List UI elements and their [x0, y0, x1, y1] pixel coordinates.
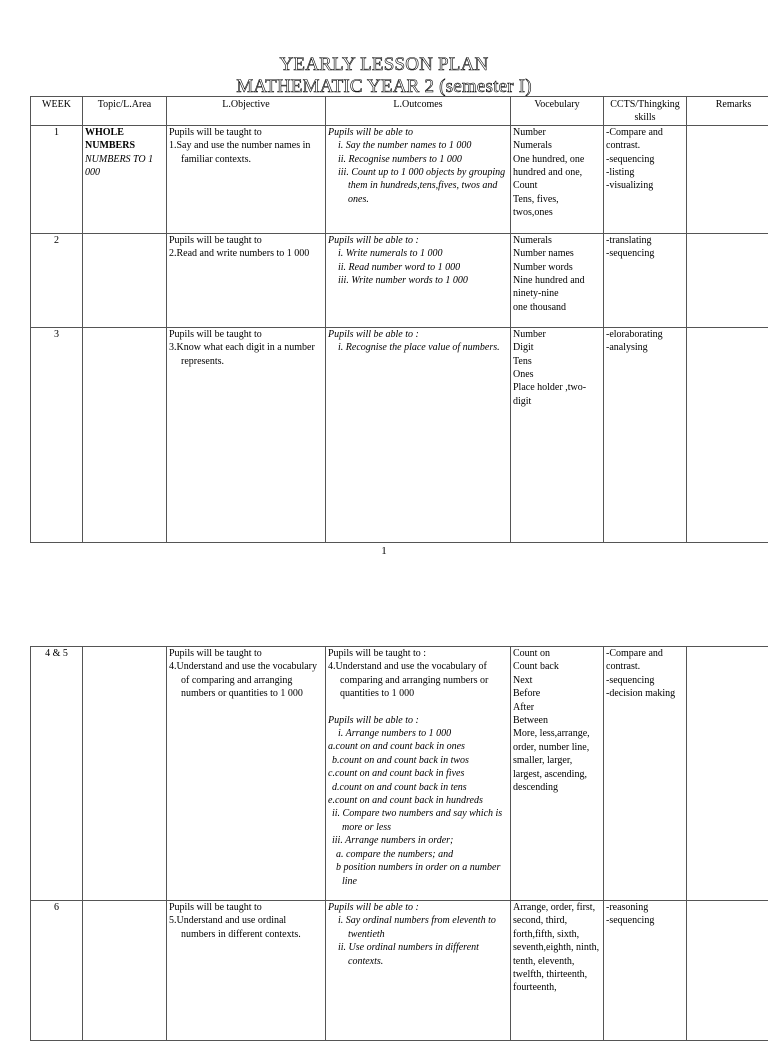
- outcomes-cell: [326, 327, 511, 542]
- skill-item: -visualizing: [606, 179, 684, 192]
- header-remarks: Remarks: [687, 97, 768, 126]
- outcomes-intro: Pupils will be able to :: [328, 234, 508, 247]
- week-cell: 1: [31, 125, 83, 233]
- outcome-subitem: e.count on and count back in hundreds: [328, 794, 508, 807]
- outcome-item: ii. Read number word to 1 000: [328, 261, 508, 274]
- outcome-item: i. Recognise the place value of numbers.: [328, 341, 508, 354]
- objective-cell: [167, 233, 326, 327]
- week-cell: 3: [31, 327, 83, 542]
- table-row: [31, 901, 768, 1041]
- vocab-item: Nine hundred and ninety-nine: [513, 274, 601, 301]
- remarks-cell: [687, 647, 768, 901]
- skill-item: -sequencing: [606, 247, 684, 260]
- skills-cell: [604, 233, 687, 327]
- outcomes-cell: [326, 901, 511, 1041]
- skills-cell: [604, 647, 687, 901]
- skill-item: -sequencing: [606, 674, 684, 687]
- objective-cell: [167, 647, 326, 901]
- topic-cell: [83, 647, 167, 901]
- vocab-item: twos,ones: [513, 206, 601, 219]
- vocab-item: Digit: [513, 341, 601, 354]
- document-title-line2: MATHEMATIC YEAR 2 (semester I): [0, 77, 768, 97]
- vocab-item: one thousand: [513, 301, 601, 314]
- topic-title: WHOLE NUMBERS: [85, 126, 164, 153]
- outcomes-cell: [326, 125, 511, 233]
- objective-intro: Pupils will be taught to: [169, 901, 323, 914]
- header-topic: Topic/L.Area: [83, 97, 167, 126]
- objective-item: 1.Say and use the number names in familiar contexts.: [169, 139, 323, 166]
- outcome-subitem: c.count on and count back in fives: [328, 767, 508, 780]
- outcome-subitem: a.count on and count back in ones: [328, 740, 508, 753]
- outcome-item: i. Say ordinal numbers from eleventh to twentieth: [328, 914, 508, 941]
- vocab-item: More, less,arrange, order, number line, smaller, larger, largest, ascending, descending: [513, 727, 601, 794]
- vocab-item: Number: [513, 126, 601, 139]
- week-cell: 4 & 5: [31, 647, 83, 901]
- vocab-item: Count on: [513, 647, 601, 660]
- skills-cell: [604, 125, 687, 233]
- vocab-item: Number: [513, 328, 601, 341]
- document-title-line1: YEARLY LESSON PLAN: [0, 55, 768, 75]
- skill-item: -eloraborating: [606, 328, 684, 341]
- outcome-item: iii. Count up to 1 000 objects by grouping them in hundreds,tens,fives, twos and ones.: [328, 166, 508, 206]
- topic-cell: [83, 233, 167, 327]
- vocab-item: After: [513, 701, 601, 714]
- outcome-item: iii. Arrange numbers in order;: [328, 834, 508, 847]
- skill-item: -listing: [606, 166, 684, 179]
- vocab-item: Numerals: [513, 234, 601, 247]
- header-week: WEEK: [31, 97, 83, 126]
- vocab-item: Ones: [513, 368, 601, 381]
- vocabulary-cell: [511, 233, 604, 327]
- outcome-item: ii. Recognise numbers to 1 000: [328, 153, 508, 166]
- outcome-item: ii. Use ordinal numbers in different contexts.: [328, 941, 508, 968]
- vocab-item: Between: [513, 714, 601, 727]
- vocabulary-cell: [511, 125, 604, 233]
- table-row: [31, 647, 768, 901]
- outcomes-intro: Pupils will be able to :: [328, 901, 508, 914]
- outcomes-intro: Pupils will be able to :: [328, 714, 508, 727]
- outcome-subitem: a. compare the numbers; and: [328, 848, 508, 861]
- remarks-cell: [687, 233, 768, 327]
- objective-cell: [167, 901, 326, 1041]
- topic-cell: [83, 125, 167, 233]
- vocab-item: Count back: [513, 660, 601, 673]
- vocab-item: Tens: [513, 355, 601, 368]
- outcome-item: ii. Compare two numbers and say which is more or less: [328, 807, 508, 834]
- header-vocabulary: Vocebulary: [511, 97, 604, 126]
- outcomes-cell: [326, 647, 511, 901]
- week-cell: 2: [31, 233, 83, 327]
- week-cell: 6: [31, 901, 83, 1041]
- vocabulary-cell: [511, 327, 604, 542]
- header-objective: L.Objective: [167, 97, 326, 126]
- skills-cell: [604, 901, 687, 1041]
- outcome-subitem: b.count on and count back in twos: [328, 754, 508, 767]
- skills-cell: [604, 327, 687, 542]
- lesson-plan-table-page2: [30, 646, 768, 1041]
- vocab-item: Number words: [513, 261, 601, 274]
- objective-cell: [167, 327, 326, 542]
- vocab-item: Count: [513, 179, 601, 192]
- objective-item: 5.Understand and use ordinal numbers in different contexts.: [169, 914, 323, 941]
- table-header-row: [31, 97, 768, 126]
- remarks-cell: [687, 327, 768, 542]
- vocab-item: One hundred, one hundred and one,: [513, 153, 601, 180]
- skill-item: -decision making: [606, 687, 684, 700]
- outcome-item: i. Arrange numbers to 1 000: [328, 727, 508, 740]
- objective-item: 4.Understand and use the vocabulary of comparing and arranging numbers or quantities to 1 000: [169, 660, 323, 700]
- objective-intro: Pupils will be taught to: [169, 126, 323, 139]
- vocabulary-cell: [511, 647, 604, 901]
- objective-cell: [167, 125, 326, 233]
- skill-item: -analysing: [606, 341, 684, 354]
- outcome-subitem: b position numbers in order on a number line: [328, 861, 508, 888]
- topic-cell: [83, 901, 167, 1041]
- outcomes-taught-intro: Pupils will be taught to :: [328, 647, 508, 660]
- vocab-item: Next: [513, 674, 601, 687]
- vocab-item: Arrange, order, first, second, third, forth,fifth, sixth, seventh,eighth, ninth, tenth, eleventh, twelfth, thirteenth, fourteenth,: [513, 901, 601, 995]
- vocab-item: Before: [513, 687, 601, 700]
- topic-subtitle: NUMBERS TO 1 000: [85, 153, 164, 180]
- table-row: [31, 233, 768, 327]
- table-row: [31, 327, 768, 542]
- vocab-item: Numerals: [513, 139, 601, 152]
- page-number: 1: [0, 545, 768, 557]
- vocabulary-cell: [511, 901, 604, 1041]
- vocab-item: Tens, fives,: [513, 193, 601, 206]
- objective-intro: Pupils will be taught to: [169, 647, 323, 660]
- vocab-item: Place holder ,two-digit: [513, 381, 601, 408]
- remarks-cell: [687, 125, 768, 233]
- header-outcomes: L.Outcomes: [326, 97, 511, 126]
- outcome-item: i. Write numerals to 1 000: [328, 247, 508, 260]
- outcome-item: i. Say the number names to 1 000: [328, 139, 508, 152]
- skill-item: -reasoning: [606, 901, 684, 914]
- objective-item: 2.Read and write numbers to 1 000: [169, 247, 323, 260]
- topic-cell: [83, 327, 167, 542]
- lesson-plan-table-page1: [30, 96, 768, 543]
- objective-item: 3.Know what each digit in a number represents.: [169, 341, 323, 368]
- header-skills: CCTS/Thingking skills: [604, 97, 687, 126]
- outcomes-taught-item: 4.Understand and use the vocabulary of comparing and arranging numbers or quantities to 1 000: [328, 660, 508, 700]
- outcomes-cell: [326, 233, 511, 327]
- outcomes-intro: Pupils will be able to :: [328, 328, 508, 341]
- outcome-subitem: d.count on and count back in tens: [328, 781, 508, 794]
- objective-intro: Pupils will be taught to: [169, 328, 323, 341]
- outcomes-intro: Pupils will be able to: [328, 126, 508, 139]
- table-row: [31, 125, 768, 233]
- remarks-cell: [687, 901, 768, 1041]
- outcome-item: iii. Write number words to 1 000: [328, 274, 508, 287]
- skill-item: -Compare and contrast.: [606, 647, 684, 674]
- skill-item: -translating: [606, 234, 684, 247]
- skill-item: -Compare and contrast.: [606, 126, 684, 153]
- skill-item: -sequencing: [606, 914, 684, 927]
- objective-intro: Pupils will be taught to: [169, 234, 323, 247]
- skill-item: -sequencing: [606, 153, 684, 166]
- vocab-item: Number names: [513, 247, 601, 260]
